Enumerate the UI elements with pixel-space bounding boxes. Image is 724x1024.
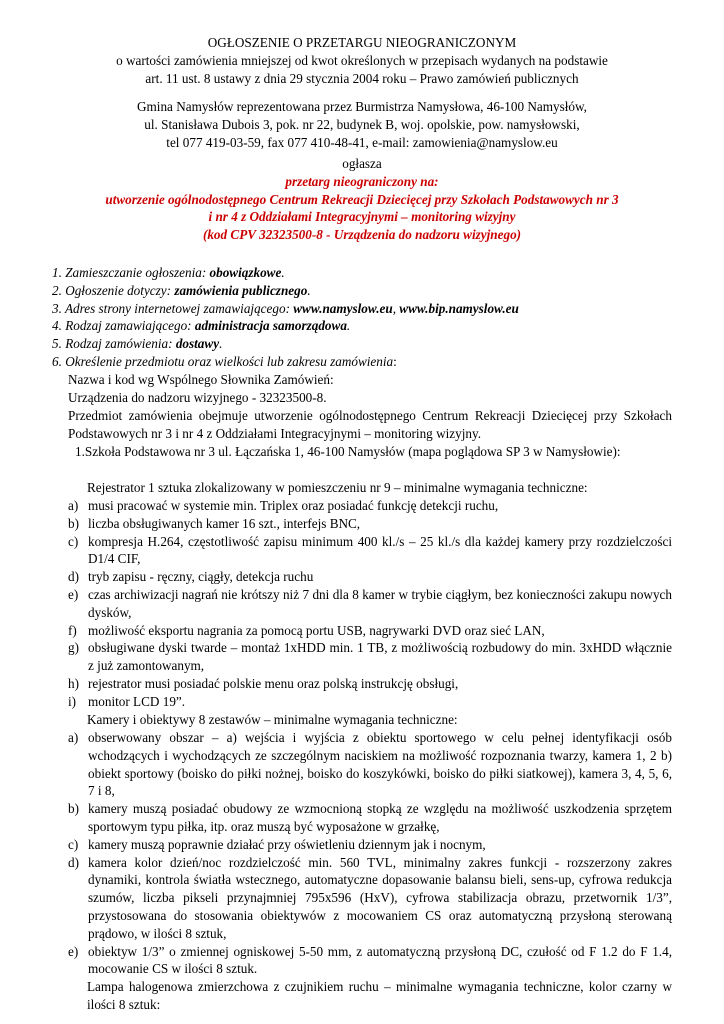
organizer-line-1: Gmina Namysłów reprezentowana przez Burmistrza Namysłowa, 46-100 Namysłów, <box>137 99 587 114</box>
cpv-name-value: Urządzenia do nadzoru wizyjnego - 32323500-8. <box>68 389 327 405</box>
school-paragraph: 1.Szkoła Podstawowa nr 3 ul. Łączańska 1, 46-100 Namysłów (mapa poglądowa SP 3 w Namysłowie): <box>75 444 621 459</box>
recorder-item <box>68 675 672 693</box>
recorder-item-letter: f) <box>68 622 77 638</box>
recorder-item-text: rejestrator musi posiadać polskie menu oraz polską instrukcję obsługi, <box>88 675 459 691</box>
recorder-item-text: tryb zapisu - ręczny, ciągły, detekcja ruchu <box>88 569 314 585</box>
recorder-item <box>68 515 672 533</box>
organizer-line-2: ul. Stanisława Dubois 3, pok. nr 22, budynek B, woj. opolskie, pow. namysłowski, <box>144 116 580 132</box>
recorder-item-text: musi pracować w systemie min. Triplex oraz posiadać funkcję detekcji ruchu, <box>88 498 499 513</box>
recorder-requirements-list <box>68 497 672 711</box>
recorder-item <box>68 586 672 622</box>
subject-paragraph: Przedmiot zamówienia obejmuje utworzenie ogólnodostępnego Centrum Rekreacji Dziecięcej przy Szkołach Podstawowych nr 3 i nr 4 z Oddziałami Integracyjnymi – monitoring wizyjny. <box>68 408 672 441</box>
cameras-item-letter: e) <box>68 943 79 959</box>
recorder-item-letter: c) <box>68 533 79 549</box>
organizer-line-3: tel 077 419-03-59, fax 077 410-48-41, e-mail: zamowienia@namyslow.eu <box>166 134 558 150</box>
recorder-item <box>68 693 672 711</box>
item-4-value: administracja samorządowa <box>194 318 347 334</box>
recorder-item <box>68 497 672 515</box>
item-5-value: dostawy <box>175 336 220 352</box>
document-title: OGŁOSZENIE O PRZETARGU NIEOGRANICZONYM <box>207 35 517 50</box>
tender-type: przetarg nieograniczony na: <box>285 173 439 189</box>
recorder-item-text: liczba obsługiwanych kamer 16 szt., interfejs BNC, <box>88 515 361 531</box>
recorder-item-text: obsługiwane dyski twarde – montaż 1xHDD min. 1 TB, z możliwością rozbudowy do min. 3xHDD włącznie z już zamontowanym, <box>88 640 672 674</box>
cameras-item <box>68 729 672 800</box>
cameras-item <box>68 943 672 979</box>
announcement-subject <box>60 155 664 244</box>
recorder-item-letter: d) <box>68 569 79 585</box>
cpv-block <box>68 371 672 407</box>
website-link-1[interactable]: www.namyslow.eu <box>293 300 393 316</box>
announces-word: ogłasza <box>342 156 382 171</box>
numbered-items <box>52 264 672 371</box>
cameras-item-letter: d) <box>68 854 79 870</box>
cameras-item-letter: c) <box>68 836 79 852</box>
lamp-paragraph: Lampa halogenowa zmierzchowa z czujnikiem ruchu – minimalne wymagania techniczne, kolor czarny w ilości 8 sztuk: <box>87 979 672 1012</box>
item-3: 3. Adres strony internetowej zamawiającego: www.namyslow.eu, www.bip.namyslow.eu <box>52 300 519 316</box>
recorder-item-letter: i) <box>68 693 77 709</box>
item-4: 4. Rodzaj zamawiającego: administracja samorządowa. <box>52 318 351 334</box>
item-5: 5. Rodzaj zamówienia: dostawy. <box>52 336 223 352</box>
recorder-item-text: czas archiwizacji nagrań nie krótszy niż 7 dni dla 8 kamer w trybie ciągłym, bez konieczności zakupu nowych dysków, <box>88 586 672 620</box>
cpv-name-label: Nazwa i kod wg Wspólnego Słownika Zamówień: <box>68 372 334 387</box>
cameras-item-text: obiektyw 1/3” o zmiennej ogniskowej 5-50 mm, z automatyczną przysłoną DC, czułość od F 1.2 do F 1.4, mocowanie CS w ilości 8 sztuk. <box>88 943 672 977</box>
recorder-item-text: kompresja H.264, częstotliwość zapisu minimum 400 kl./s – 25 kl./s dla każdej kamery przy rozdzielczości D1/4 CIF, <box>88 533 672 567</box>
recorder-item <box>68 622 672 640</box>
recorder-item <box>68 568 672 586</box>
recorder-item-text: monitor LCD 19”. <box>88 693 186 709</box>
cameras-item-text: kamery muszą posiadać obudowy ze wzmocnioną stopką ze względu na możliwość uszkodzenia sprzętem sportowym typu piłka, itp. oraz muszą być wyposażone w grzałkę, <box>88 801 672 834</box>
item-1-value: obowiązkowe <box>209 265 282 280</box>
cameras-item <box>68 836 672 854</box>
recorder-item-letter: e) <box>68 586 79 602</box>
cameras-item <box>68 800 672 836</box>
recorder-item-letter: h) <box>68 675 79 691</box>
tender-subject-line-2: i nr 4 z Oddziałami Integracyjnymi – monitoring wizyjny <box>208 209 516 225</box>
recorder-item-letter: a) <box>68 498 79 513</box>
cameras-item-text: obserwowany obszar – a) wejścia i wyjścia z obiektu sportowego w celu pełnej identyfikacji osób wchodzących i wychodzących ze szczególnym naciskiem na możliwość rozpoznania twarzy, kamera 1, 2 b) obiekt sportowy (boisko do piłki nożnej, boisko do koszykówki, boisko do piłki siatkowej), kamera 3, 4, 5, 6, 7 i 8, <box>88 730 672 799</box>
announcement-header <box>60 34 664 87</box>
item-6: 6. Określenie przedmiotu oraz wielkości lub zakresu zamówienia: <box>52 353 397 369</box>
recorder-intro: Rejestrator 1 sztuka zlokalizowany w pomieszczeniu nr 9 – minimalne wymagania techniczne: <box>87 480 588 495</box>
tender-cpv-code: (kod CPV 32323500-8 - Urządzenia do nadzoru wizyjnego) <box>202 227 522 243</box>
cameras-intro: Kamery i obiektywy 8 zestawów – minimalne wymagania techniczne: <box>87 712 458 727</box>
recorder-item-text: możliwość eksportu nagrania za pomocą portu USB, nagrywarki DVD oraz sieć LAN, <box>88 622 545 638</box>
recorder-item-letter: b) <box>68 515 79 531</box>
item-2: 2. Ogłoszenie dotyczy: zamówienia publicznego. <box>52 282 311 298</box>
item-1: 1. Zamieszczanie ogłoszenia: obowiązkowe. <box>52 265 285 280</box>
camera-requirements-list <box>68 729 672 978</box>
cameras-item-text: kamery muszą poprawnie działać przy oświetleniu dziennym jak i nocnym, <box>88 836 486 852</box>
subtitle-line-1: o wartości zamówienia mniejszej od kwot określonych w przepisach wydanych na podstawie <box>116 52 608 68</box>
cameras-item-text: kamera kolor dzień/noc rozdzielczość min. 560 TVL, minimalny zakres funkcji - rozszerzony zakres dynamiki, kontrola światła wstecznego, automatyczne dopasowanie balansu bieli, sens-up, cyfrowa redukcja szumów, liczba pikseli przynajmniej 795x596 (HxV), cyfrowa stabilizacja obrazu, przetwornik 1/3”, przystosowana do stosowania obiektywów z mocowaniem CS oraz automatyczną przysłoną sterowaną prądowo, w ilości 8 sztuk, <box>88 854 672 941</box>
website-link-2[interactable]: www.bip.namyslow.eu <box>399 300 519 316</box>
cameras-item-letter: a) <box>68 730 79 745</box>
cameras-item-letter: b) <box>68 801 79 817</box>
item-2-value: zamówienia publicznego <box>174 282 308 298</box>
recorder-item-letter: g) <box>68 640 79 656</box>
recorder-item <box>68 533 672 569</box>
cameras-item <box>68 854 672 943</box>
organizer-block <box>60 98 664 151</box>
tender-subject-line-1: utworzenie ogólnodostępnego Centrum Rekreacji Dziecięcej przy Szkołach Podstawowych nr 3 <box>105 191 619 207</box>
subtitle-line-2: art. 11 ust. 8 ustawy z dnia 29 stycznia 2004 roku – Prawo zamówień publicznych <box>145 70 579 86</box>
recorder-item <box>68 639 672 675</box>
